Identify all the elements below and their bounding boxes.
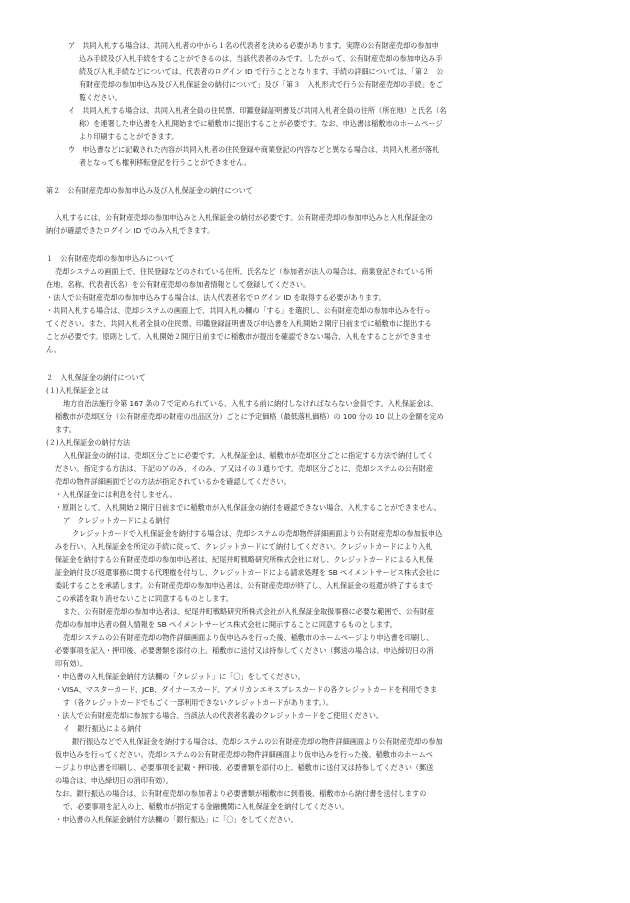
text-line: 保証金を納付する公有財産売却の参加申込者は、紀尾井町戦略研究所株式会社に対し、クレジットカードによる入札保 — [55, 555, 434, 564]
text-line: ます。 — [55, 425, 76, 434]
text-line: ・申込書の入札保証金納付方法欄の「クレジット」に「〇」をしてください。 — [55, 672, 305, 681]
text-line: す（各クレジットカードでもごく一部利用できないクレジットカードがあります。）。 — [63, 698, 333, 707]
text-line: 委託することを承諾します。公有財産売却の参加申込者は、公有財産売却が終了し、入札保証金の返還が終了するまで — [55, 581, 433, 590]
item-heading: (２)入札保証金の納付方法 — [46, 438, 131, 447]
text-line: 売却システムの画面上で、住民登録などのされている住所、氏名など（参加者が法人の場合は、商業登記されている所 — [55, 267, 433, 276]
text-line: ・VISA、マスターカード、JCB、ダイナースカード、アメリカンエキスプレスカードの各クレジットカードを利用できま — [55, 685, 438, 694]
text-line: 納付が確認できたログイン ID でのみ入札できます。 — [46, 226, 215, 235]
text-line: 在地、名称、代表者氏名）を公有財産売却の参加者情報として登録してください。 — [46, 280, 311, 289]
text-line: ・原則として、入札開始２開庁日前までに稲敷市が入札保証金の納付を確認できない場合、入札することができません。 — [55, 503, 441, 512]
text-line: 有財産売却の参加申込み及び入札保証金の納付について」及び「第３ 入札形式で行う公有財産売却の手続」をご — [79, 80, 444, 89]
text-line: 入札保証金の納付は、売却区分ごとに必要です。入札保証金は、稲敷市が売却区分ごとに指定する方法で納付してく — [63, 451, 434, 460]
text-line: 証金納付及び返還事務に関する代理権を付与し、クレジットカードによる請求処理を SB ペイメントサービス株式会社に — [55, 568, 440, 577]
text-line: みを行い、入札保証金を所定の手続に従って、クレジットカードにて納付してください。クレジットカードにより入札 — [55, 542, 433, 551]
section-heading: 第２ 公有財産売却の参加申込み及び入札保証金の納付について — [46, 186, 253, 195]
text-line: ージより申込書を印刷し、必要事項を記載・押印後、必要書類を添付の上、稲敷市に送付又は持参してください（郵送 — [55, 763, 434, 772]
text-line: ・入札保証金には利息を付しません。 — [55, 490, 177, 499]
text-line: 続及び入札手続などについては、代表者のログイン ID で行うこととなります。手続の詳細については、「第２ 公 — [79, 67, 444, 76]
item-heading: ア クレジットカードによる納付 — [63, 516, 170, 525]
text-line: 覧ください。 — [79, 93, 122, 102]
text-line: ・法人で公有財産売却に参加する場合、当該法人の代表者名義のクレジットカードをご使用ください。 — [55, 711, 384, 720]
text-line: 地方自治法施行令第 167 条の７で定められている、入札する前に納付しなければならない金員です。入札保証金は、 — [63, 399, 438, 408]
text-line: 稲敷市が売却区分（公有財産売却の財産の出品区分）ごとに予定価格（最低落札価格）の 100 分の 10 以上の金額を定め — [55, 412, 444, 421]
text-line: 入札するには、公有財産売却の参加申込みと入札保証金の納付が必要です。公有財産売却の参加申込みと入札保証金の — [55, 213, 433, 222]
text-line: 仮申込みを行ってください。売却システムの公有財産売却の物件詳細画面より仮申込みを行った後、稲敷市のホームペ — [55, 750, 433, 759]
text-line: 込み手続及び入札手続をすることができるのは、当該代表者のみです。したがって、公有財産売却の参加申込み手 — [79, 54, 443, 63]
text-line: の場合は、申込締切日の消印有効）。 — [55, 776, 173, 785]
text-line: 銀行振込などで入札保証金を納付する場合は、売却システムの公有財産売却の物件詳細画面より公有財産売却の参加 — [72, 737, 443, 746]
text-line: ・申込書の入札保証金納付方法欄の「銀行振込」に「〇」をしてください。 — [55, 815, 298, 824]
text-line: 称）を連署した申込書を入札開始までに稲敷市に提出することが必要です。なお、申込書は稲敷市のホームページ — [79, 119, 443, 128]
text-line: ・共同入札する場合は、売却システムの画面上で、共同入札の欄の「する」を選択し、公有財産売却の参加申込みを行っ — [46, 306, 431, 315]
text-line: ウ 申込書などに記載された内容が共同入札者の住民登録や商業登記の内容などと異なる場合は、共同入札者が落札 — [68, 145, 440, 154]
text-line: で、必要事項を記入の上、稲敷市が指定する金融機関に入札保証金を納付してください。 — [63, 802, 349, 811]
subsection-heading: １ 公有財産売却の参加申込みについて — [46, 254, 175, 263]
text-line: ださい。指定する方法は、下記のアのみ、イのみ、ア又はイの３通りです。売却区分ごとに、売却システムの公有財産 — [55, 464, 434, 473]
text-line: クレジットカードで入札保証金を納付する場合は、売却システムの売却物件詳細画面より公有財産売却の参加仮申込 — [72, 529, 443, 538]
text-line: また、公有財産売却の参加申込者は、紀尾井町戦略研究所株式会社が入札保証金取扱事務に必要な範囲で、公有財産 — [63, 607, 435, 616]
text-line: ことが必要です。原則として、入札開始２開庁日前までに稲敷市が提出を確認できない場合、入札をすることができませ — [46, 332, 431, 341]
text-line: ん。 — [46, 345, 61, 354]
text-line: なお、銀行振込の場合は、公有財産売却の参加者より必要書類が稲敷市に到着後、稲敷市から納付書を送付しますの — [55, 789, 427, 798]
text-line: 印有効）。 — [55, 659, 88, 668]
text-line: てください。また、共同入札者全員の住民票、印鑑登録証明書及び申込書を入札開始２開庁日前までに稲敷市に提出する — [46, 319, 432, 328]
text-line: 売却の参加申込者の個人情報を SB ペイメントサービス株式会社に開示することに同意するものとします。 — [55, 620, 397, 629]
text-line: この承諾を取り消せないことに同意するものとします。 — [55, 594, 233, 603]
text-line: 者となっても権利移転登記を行うことができません。 — [79, 158, 251, 167]
text-line: 必要事項を記入・押印後、必要書類を添付の上、稲敷市に送付又は持参してください（郵送の場合は、申込締切日の消 — [55, 646, 434, 655]
text-line: 売却システムの公有財産売却の物件詳細画面より仮申込みを行った後、稲敷市のホームページより申込書を印刷し、 — [63, 633, 434, 642]
text-line: イ 共同入札する場合は、共同入札者全員の住民票、印鑑登録証明書及び共同入札者全員の住所（所在地）と氏名（名 — [68, 106, 447, 115]
item-heading: イ 銀行振込による納付 — [63, 724, 142, 733]
text-line: ア 共同入札する場合は、共同入札者の中から１名の代表者を決める必要があります。実際の公有財産売却の参加申 — [68, 41, 439, 50]
item-heading: (１)入札保証金とは — [46, 386, 109, 395]
text-line: 売却の物件詳細画面でどの方法が指定されているかを確認してください。 — [55, 477, 291, 486]
text-line: より印刷することができます。 — [79, 132, 179, 141]
text-line: ・法人で公有財産売却の参加申込みする場合は、法人代表者名でログイン ID を取得する必要があります。 — [46, 293, 386, 302]
subsection-heading: ２ 入札保証金の納付について — [46, 373, 146, 382]
